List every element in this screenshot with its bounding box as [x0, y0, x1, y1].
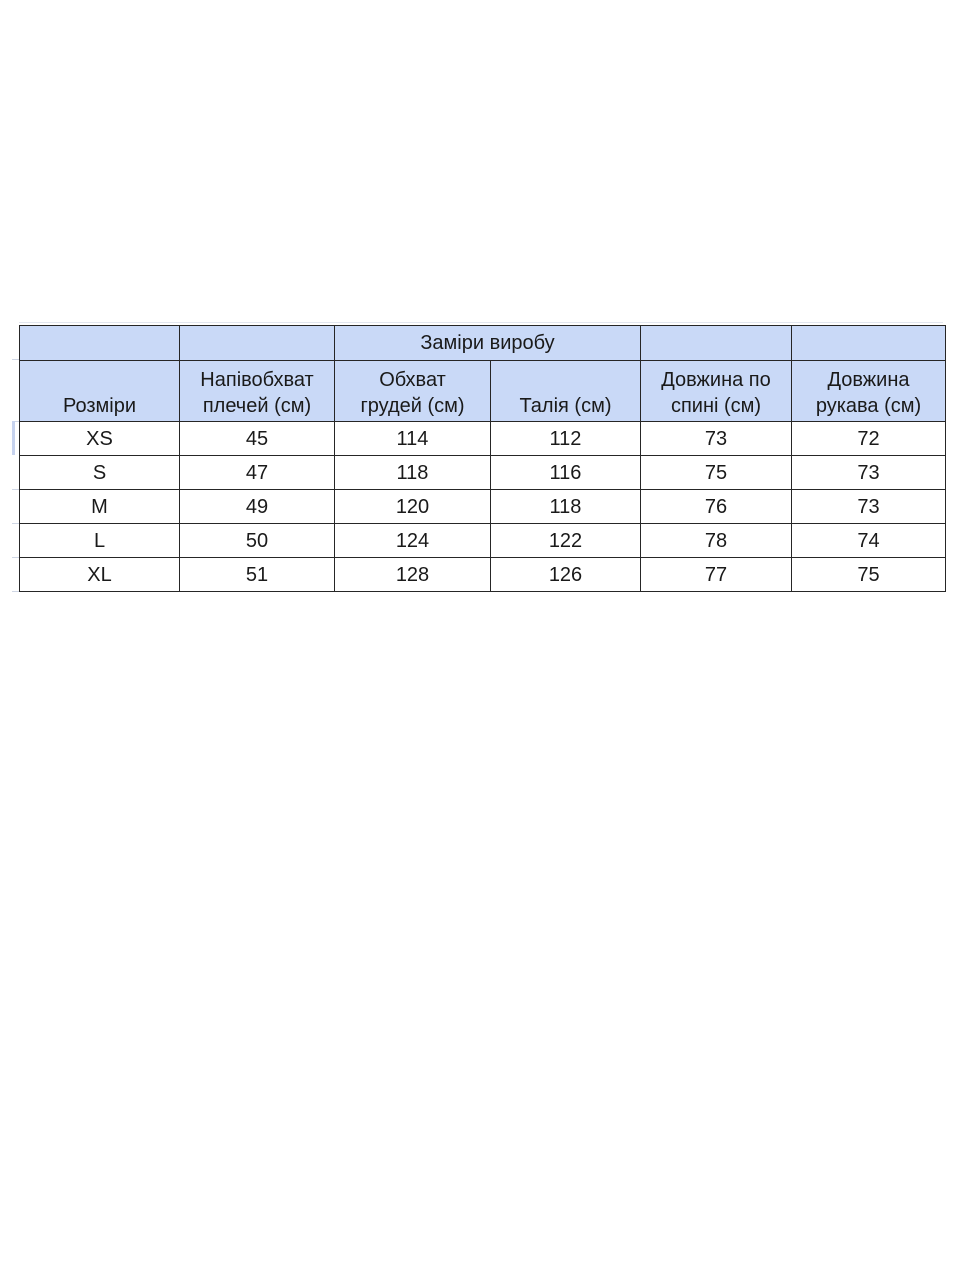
- cell-waist[interactable]: 116: [491, 456, 641, 490]
- cell-sleeve-length[interactable]: 73: [792, 490, 946, 524]
- table-row: [20, 558, 946, 592]
- header-chest-line2: грудей (см): [360, 395, 465, 417]
- cell-back-length[interactable]: 78: [641, 524, 792, 558]
- header-shoulders[interactable]: [180, 361, 335, 422]
- cell-size[interactable]: XL: [20, 558, 180, 592]
- cell-back-length[interactable]: 76: [641, 490, 792, 524]
- cell-sleeve-length[interactable]: 73: [792, 456, 946, 490]
- cell-size[interactable]: S: [20, 456, 180, 490]
- column-header-row: [20, 361, 946, 422]
- cell-waist[interactable]: 112: [491, 422, 641, 456]
- header-waist[interactable]: [491, 361, 641, 422]
- cell-sleeve-length[interactable]: 72: [792, 422, 946, 456]
- header-waist-label: Талія (см): [519, 395, 612, 417]
- group-header-cell-empty[interactable]: [792, 326, 946, 361]
- cell-shoulders[interactable]: 50: [180, 524, 335, 558]
- header-shoulders-line1: Напівобхват: [200, 369, 314, 391]
- cell-sleeve-length[interactable]: 75: [792, 558, 946, 592]
- grid-stub: [12, 489, 19, 490]
- size-chart-table: [19, 325, 946, 592]
- cell-shoulders[interactable]: 45: [180, 422, 335, 456]
- cell-size[interactable]: L: [20, 524, 180, 558]
- header-sleeve-length-line2: рукава (см): [815, 395, 922, 417]
- header-sleeve-length-line1: Довжина: [827, 369, 910, 391]
- cell-shoulders[interactable]: 49: [180, 490, 335, 524]
- header-size[interactable]: [20, 361, 180, 422]
- grid-stub: [12, 523, 19, 524]
- header-back-length-line2: спині (см): [670, 395, 762, 417]
- header-size-label: Розміри: [62, 395, 137, 417]
- header-shoulders-line2: плечей (см): [202, 395, 312, 417]
- size-chart-sheet: [0, 318, 960, 603]
- grid-line-top: [19, 322, 943, 323]
- grid-stub: [12, 359, 19, 360]
- cell-size[interactable]: XS: [20, 422, 180, 456]
- cell-chest[interactable]: 124: [335, 524, 491, 558]
- selected-row-marker: [12, 421, 15, 455]
- group-header-cell-empty[interactable]: [20, 326, 180, 361]
- cell-size[interactable]: M: [20, 490, 180, 524]
- cell-shoulders[interactable]: 47: [180, 456, 335, 490]
- cell-chest[interactable]: 120: [335, 490, 491, 524]
- cell-waist[interactable]: 126: [491, 558, 641, 592]
- grid-stub: [12, 557, 19, 558]
- cell-chest[interactable]: 128: [335, 558, 491, 592]
- cell-waist[interactable]: 118: [491, 490, 641, 524]
- cell-sleeve-length[interactable]: 74: [792, 524, 946, 558]
- group-title-cell[interactable]: [335, 326, 641, 361]
- group-header-row: [20, 326, 946, 361]
- table-row: [20, 524, 946, 558]
- header-chest-line1: Обхват: [379, 369, 446, 391]
- cell-back-length[interactable]: 75: [641, 456, 792, 490]
- cell-shoulders[interactable]: 51: [180, 558, 335, 592]
- cell-waist[interactable]: 122: [491, 524, 641, 558]
- table-row: [20, 490, 946, 524]
- header-back-length[interactable]: [641, 361, 792, 422]
- cell-chest[interactable]: 118: [335, 456, 491, 490]
- header-sleeve-length[interactable]: [792, 361, 946, 422]
- grid-stub: [12, 591, 19, 592]
- group-title: Заміри виробу: [420, 332, 555, 354]
- table-row: [20, 456, 946, 490]
- group-header-cell-empty[interactable]: [641, 326, 792, 361]
- cell-back-length[interactable]: 73: [641, 422, 792, 456]
- header-back-length-line1: Довжина по: [661, 369, 771, 391]
- table-row: [20, 422, 946, 456]
- cell-chest[interactable]: 114: [335, 422, 491, 456]
- group-header-cell-empty[interactable]: [180, 326, 335, 361]
- cell-back-length[interactable]: 77: [641, 558, 792, 592]
- header-chest[interactable]: [335, 361, 491, 422]
